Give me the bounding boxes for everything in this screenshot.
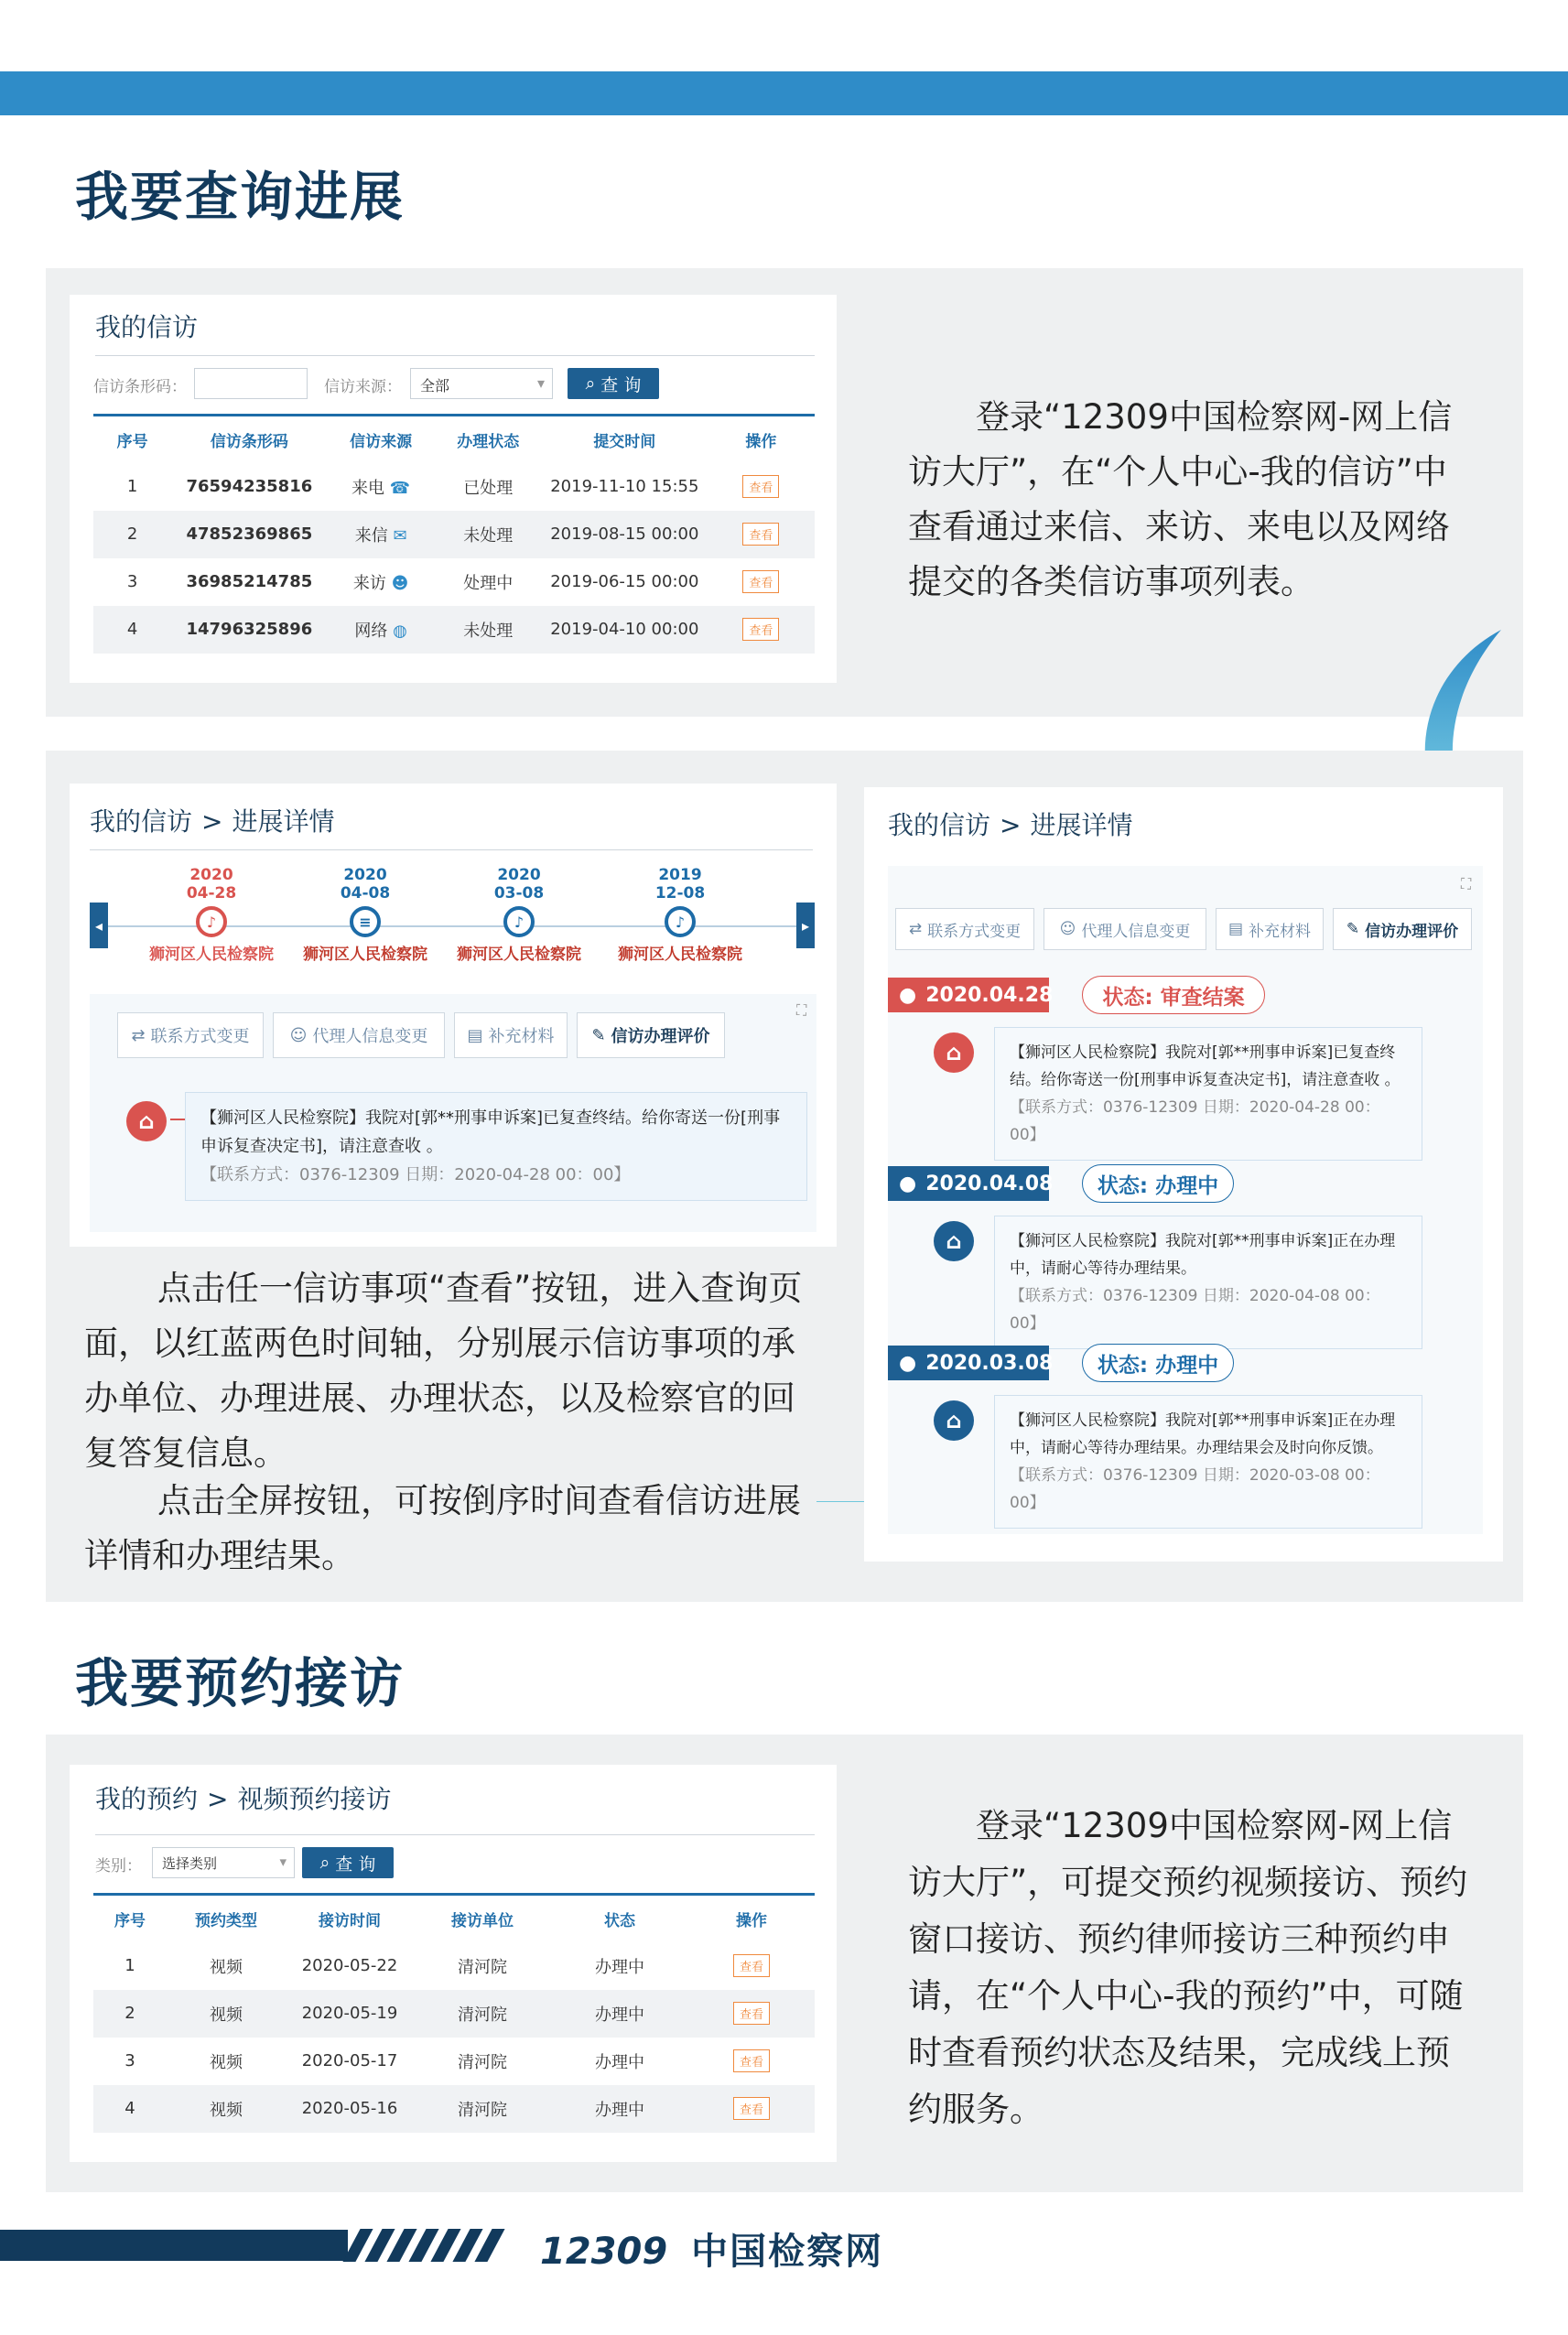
- timeline-prev-button[interactable]: [90, 903, 108, 948]
- reply-text: 【狮河区人民检察院】我院对[郭**刑事申诉案]正在办理中，请耐心等待办理结果。办理结果会及时向你反馈。: [1010, 1411, 1396, 1457]
- source-text: 来信: [354, 525, 388, 546]
- tool-label: 代理人信息变更: [312, 1027, 428, 1046]
- footer-stripes: [351, 2229, 496, 2262]
- timeline-org: 狮河区人民检察院: [618, 946, 742, 964]
- timeline-year: 2020: [497, 866, 541, 884]
- barcode-input[interactable]: [194, 368, 308, 399]
- intro-paragraph-detail: 点击任一信访事项“查看”按钮，进入查询页面，以红蓝两色时间轴，分别展示信访事项的承办单位、办理进展、办理状态，以及检察官的回复答复信息。: [84, 1269, 803, 1473]
- chevron-down-icon: ▾: [279, 1854, 287, 1870]
- cell-op: [688, 2085, 815, 2133]
- cell-op: [708, 558, 815, 606]
- col-header: 提交时间: [542, 416, 708, 463]
- tool-contact-change[interactable]: [895, 908, 1034, 950]
- cell-time: 2020-05-19: [286, 1990, 414, 2038]
- tool-label: 补充材料: [488, 1027, 555, 1046]
- file-icon: ▤: [1227, 920, 1244, 938]
- breadcrumb-separator: >: [207, 1784, 229, 1814]
- timeline-node[interactable]: [450, 866, 588, 964]
- dot-icon: ●: [899, 1172, 917, 1195]
- breadcrumb: [90, 802, 335, 838]
- mail-icon: ✉: [393, 525, 407, 546]
- query-button[interactable]: [568, 368, 659, 399]
- cell-status: 未处理: [435, 511, 542, 558]
- view-button[interactable]: 查看: [733, 1954, 770, 1977]
- type-label: 类别：: [95, 1857, 142, 1876]
- section-title-query: 我要查询进展: [75, 166, 406, 228]
- detail-card-right: [864, 787, 1503, 1562]
- section-title-appointment: 我要预约接访: [75, 1652, 406, 1714]
- chevron-left-icon: ◂: [94, 916, 103, 935]
- cell-op: [708, 606, 815, 654]
- footer-brand: [540, 2222, 883, 2275]
- detail-card-left: [70, 784, 837, 1247]
- timeline-node[interactable]: [297, 866, 434, 964]
- table-row[interactable]: [93, 2038, 815, 2085]
- intro-paragraph-fullscreen: 点击全屏按钮，可按倒序时间查看信访进展详情和办理结果。: [84, 1481, 801, 1575]
- col-header: 信访条形码: [171, 416, 327, 463]
- cell-source: [328, 606, 435, 654]
- breadcrumb: [888, 805, 1133, 842]
- col-header: 接访单位: [414, 1895, 551, 1942]
- table-row[interactable]: [93, 511, 815, 558]
- col-header: 预约类型: [167, 1895, 286, 1942]
- search-icon: ⌕: [585, 373, 596, 394]
- tool-supplement[interactable]: [1216, 908, 1324, 950]
- timeline-date: [143, 866, 280, 903]
- entry-date: 2020.04.08: [925, 1172, 1054, 1195]
- cell-op: [688, 1990, 815, 2038]
- cell-op: [708, 463, 815, 511]
- entry-status: 状态: 审查结案: [1082, 976, 1265, 1014]
- breadcrumb-item[interactable]: 我的预约: [95, 1784, 199, 1814]
- breadcrumb-current: 视频预约接访: [237, 1784, 392, 1814]
- view-button[interactable]: 查看: [742, 570, 779, 593]
- col-header: 序号: [93, 416, 171, 463]
- cell-code: 76594235816: [186, 477, 313, 496]
- col-header: 操作: [708, 416, 815, 463]
- reply-meta: 【联系方式：0376-12309 日期：2020-04-28 00：00】: [200, 1165, 631, 1184]
- reply-message: [994, 1216, 1422, 1349]
- view-button[interactable]: 查看: [733, 2002, 770, 2025]
- court-icon: ⌂: [934, 1032, 974, 1073]
- tool-evaluation[interactable]: [1333, 908, 1472, 950]
- appointment-card: [70, 1765, 837, 2162]
- timeline-date: [297, 866, 434, 903]
- document-icon: ≡: [350, 906, 381, 937]
- reply-meta: 【联系方式：0376-12309 日期：2020-04-28 00：00】: [1010, 1098, 1380, 1144]
- divider: [95, 355, 815, 356]
- cell-unit: 清河院: [458, 1957, 507, 1977]
- chevron-down-icon: ▾: [536, 374, 545, 392]
- court-icon: ⌂: [126, 1101, 167, 1141]
- reply-message: [994, 1395, 1422, 1529]
- cell-status: 未处理: [435, 606, 542, 654]
- petition-list-card: [70, 295, 837, 683]
- bell-icon: ♪: [503, 906, 535, 937]
- col-header: 接访时间: [286, 1895, 414, 1942]
- cell-type: 视频: [210, 2052, 243, 2072]
- query-button-label: 查 询: [600, 374, 642, 395]
- view-button[interactable]: 查看: [742, 523, 779, 546]
- table-row[interactable]: [93, 2085, 815, 2133]
- cell-no: 4: [93, 2085, 167, 2133]
- view-button[interactable]: 查看: [733, 2097, 770, 2120]
- cell-source: [328, 558, 435, 606]
- query-button[interactable]: [302, 1847, 394, 1878]
- reply-text: 【狮河区人民检察院】我院对[郭**刑事申诉案]已复查终结。给你寄送一份[刑事申诉复查决定书]，请注意查收 。: [200, 1108, 781, 1156]
- query-button-label: 查 询: [335, 1854, 376, 1875]
- cell-type: 视频: [210, 1957, 243, 1977]
- petition-table: [93, 414, 815, 654]
- cell-time: 2019-08-15 00:00: [542, 511, 708, 558]
- cell-source: [328, 463, 435, 511]
- breadcrumb-current: 进展详情: [1030, 810, 1133, 840]
- user-icon: ☺: [289, 1025, 308, 1045]
- footer-bar: [0, 2230, 348, 2261]
- cell-status: 办理中: [551, 1990, 688, 2038]
- view-button[interactable]: 查看: [733, 2049, 770, 2072]
- cell-op: [688, 1942, 815, 1990]
- search-icon: ⌕: [319, 1853, 330, 1873]
- cell-no: 1: [126, 477, 138, 496]
- reply-text: 【狮河区人民检察院】我院对[郭**刑事申诉案]已复查终结。给你寄送一份[刑事申诉复查决定书]，请注意查收 。: [1010, 1043, 1400, 1089]
- timeline-next-button[interactable]: [796, 903, 815, 948]
- bell-icon: ♪: [196, 906, 227, 937]
- timeline-md: 12-08: [654, 884, 706, 903]
- dot-icon: ●: [899, 1351, 917, 1375]
- table-row[interactable]: [93, 1990, 815, 2038]
- tool-contact-change[interactable]: [117, 1012, 264, 1058]
- tool-label: 信访办理评价: [1365, 922, 1459, 941]
- breadcrumb-item[interactable]: 我的信访: [888, 810, 991, 840]
- tool-agent-change[interactable]: [1044, 908, 1206, 950]
- cell-time: 2019-04-10 00:00: [542, 606, 708, 654]
- tool-agent-change[interactable]: [273, 1012, 445, 1058]
- table-row[interactable]: [93, 1942, 815, 1990]
- table-row[interactable]: [93, 463, 815, 511]
- cell-time: 2020-05-22: [301, 1956, 398, 1975]
- breadcrumb-item[interactable]: 我的信访: [90, 806, 193, 837]
- timeline-year: 2019: [658, 866, 702, 884]
- entry-date-tag: [888, 1166, 1054, 1201]
- court-icon: ⌂: [934, 1400, 974, 1441]
- type-select[interactable]: [152, 1847, 295, 1878]
- tool-label: 补充材料: [1249, 922, 1312, 941]
- timeline-md: 04-28: [186, 884, 237, 903]
- reply-message: [994, 1027, 1422, 1161]
- cell-type: 视频: [167, 2085, 286, 2133]
- table-row[interactable]: [93, 606, 815, 654]
- entry-date: 2020.04.28: [925, 983, 1054, 1007]
- cell-status: 办理中: [551, 2085, 688, 2133]
- source-select[interactable]: [410, 368, 553, 399]
- link-icon: ⇄: [908, 920, 923, 938]
- barcode-label: 信访条形码：: [93, 378, 187, 396]
- cell-type: 视频: [167, 1990, 286, 2038]
- view-button[interactable]: 查看: [742, 618, 779, 641]
- source-text: 来访: [352, 573, 386, 593]
- cell-op: [708, 511, 815, 558]
- file-icon: ▤: [467, 1025, 483, 1045]
- tool-label: 信访办理评价: [611, 1027, 710, 1046]
- user-icon: ☺: [1059, 920, 1076, 938]
- people-icon: ☻: [391, 573, 409, 593]
- breadcrumb: [95, 1779, 392, 1816]
- dot-icon: ●: [899, 983, 917, 1007]
- entry-date-tag: [888, 978, 1054, 1012]
- timeline-year: 2020: [189, 866, 233, 884]
- divider: [95, 1834, 815, 1835]
- cell-status: 办理中: [595, 1957, 644, 1977]
- globe-icon: ◍: [393, 621, 407, 641]
- cell-status: 处理中: [463, 573, 514, 593]
- cell-code: 36985214785: [186, 572, 313, 591]
- phone-icon: ☎: [389, 478, 411, 498]
- card-title: 我的信访: [95, 312, 199, 342]
- cell-op: [688, 2038, 815, 2085]
- tool-label: 代理人信息变更: [1081, 922, 1191, 941]
- col-header: 序号: [93, 1895, 167, 1942]
- timeline-node[interactable]: [143, 866, 280, 964]
- breadcrumb-separator: >: [1000, 810, 1022, 840]
- table-header-row: [93, 416, 815, 463]
- timeline-md: 04-08: [340, 884, 391, 903]
- divider: [90, 849, 813, 850]
- timeline-org: 狮河区人民检察院: [149, 946, 274, 964]
- tool-evaluation[interactable]: [577, 1012, 725, 1058]
- cell-no: 2: [93, 511, 171, 558]
- intro-paragraph-appointment: 登录“12309中国检察网-网上信访大厅”，可提交预约视频接访、预约窗口接访、预约律师接访三种预约申请，在“个人中心-我的预约”中，可随时查看预约状态及结果，完成线上预约服务。: [908, 1806, 1468, 2129]
- entry-date-tag: [888, 1346, 1054, 1380]
- edit-icon: ✎: [1346, 920, 1360, 938]
- cell-time: 2019-11-10 15:55: [550, 477, 699, 496]
- court-icon: ⌂: [934, 1221, 974, 1261]
- link-icon: ⇄: [131, 1025, 146, 1045]
- cell-code: 14796325896: [171, 606, 327, 654]
- footer-brand-name: 中国检察网: [691, 2231, 884, 2273]
- tool-label: 联系方式变更: [927, 922, 1022, 941]
- cell-unit: 清河院: [414, 2085, 551, 2133]
- cell-no: 3: [124, 2051, 135, 2070]
- reply-meta: 【联系方式：0376-12309 日期：2020-04-08 00：00】: [1010, 1287, 1380, 1333]
- entry-date: 2020.03.08: [925, 1351, 1054, 1375]
- col-header: 办理状态: [435, 416, 542, 463]
- timeline-md: 03-08: [493, 884, 545, 903]
- tool-supplement[interactable]: [454, 1012, 568, 1058]
- cell-no: 3: [126, 572, 138, 591]
- breadcrumb-current: 进展详情: [232, 806, 335, 837]
- cell-unit: 清河院: [414, 1990, 551, 2038]
- timeline-date: [450, 866, 588, 903]
- cell-status: 已处理: [463, 478, 514, 498]
- connector: [170, 1119, 185, 1120]
- cell-unit: 清河院: [458, 2052, 507, 2072]
- tool-label: 联系方式变更: [150, 1027, 250, 1046]
- cell-status: 办理中: [595, 2052, 644, 2072]
- table-row[interactable]: [93, 558, 815, 606]
- col-header: 操作: [688, 1895, 815, 1942]
- entry-status: 状态: 办理中: [1082, 1344, 1234, 1382]
- entry-status: 状态: 办理中: [1082, 1164, 1234, 1203]
- table-header-row: [93, 1895, 815, 1942]
- reply-text: 【狮河区人民检察院】我院对[郭**刑事申诉案]正在办理中，请耐心等待办理结果。: [1010, 1232, 1396, 1278]
- timeline-org: 狮河区人民检察院: [303, 946, 427, 964]
- bell-icon: ♪: [665, 906, 696, 937]
- source-text: 来电: [351, 478, 385, 498]
- top-banner-bar: [0, 71, 1568, 115]
- timeline-date: [611, 866, 749, 903]
- intro-paragraph-list: 登录“12309中国检察网-网上信访大厅”，在“个人中心-我的信访”中查看通过来信、来访、来电以及网络提交的各类信访事项列表。: [908, 397, 1453, 601]
- source-label: 信访来源：: [324, 378, 402, 396]
- appointment-table: [93, 1893, 815, 2133]
- fullscreen-icon[interactable]: ⛶: [1461, 875, 1472, 892]
- source-select-value: 全部: [420, 377, 450, 395]
- cell-no: 4: [93, 606, 171, 654]
- cell-time: 2019-06-15 00:00: [550, 572, 699, 591]
- cell-no: 1: [124, 1956, 135, 1975]
- source-text: 网络: [354, 621, 388, 641]
- timeline-node[interactable]: [611, 866, 749, 964]
- cell-source: [328, 511, 435, 558]
- timeline-year: 2020: [343, 866, 387, 884]
- col-header: 状态: [551, 1895, 688, 1942]
- chevron-right-icon: ▸: [801, 916, 810, 935]
- reply-meta: 【联系方式：0376-12309 日期：2020-03-08 00：00】: [1010, 1466, 1380, 1512]
- type-select-value: 选择类别: [162, 1855, 218, 1872]
- reply-message: [185, 1092, 807, 1201]
- cell-time: 2020-05-17: [301, 2051, 398, 2070]
- fullscreen-icon[interactable]: ⛶: [796, 1001, 807, 1019]
- col-header: 信访来源: [328, 416, 435, 463]
- timeline-org: 狮河区人民检察院: [457, 946, 581, 964]
- cell-no: 2: [93, 1990, 167, 2038]
- cell-time: 2020-05-16: [286, 2085, 414, 2133]
- footer-brand-number: 12309: [540, 2231, 668, 2273]
- view-button[interactable]: 查看: [742, 475, 779, 498]
- edit-icon: ✎: [591, 1025, 606, 1045]
- breadcrumb-separator: >: [201, 806, 223, 837]
- cell-code: 47852369865: [171, 511, 327, 558]
